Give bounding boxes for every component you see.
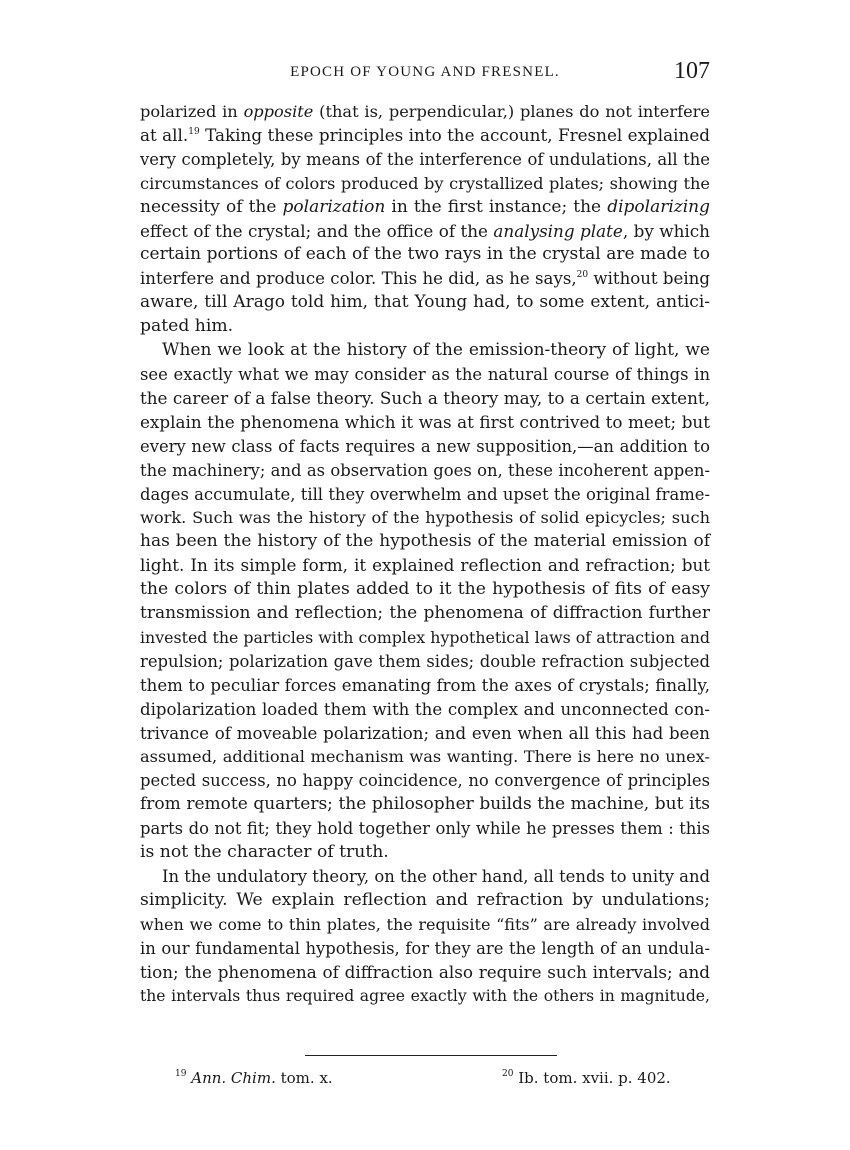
text-line: trivance of moveable polarization; and even when all this had been bbox=[140, 723, 710, 743]
text-line: repulsion; polarization gave them sides; double refraction subjected bbox=[140, 651, 710, 671]
text-line: see exactly what we may consider as the natural course of things in bbox=[140, 364, 710, 384]
text-line: pected success, no happy coincidence, no convergence of principles bbox=[140, 771, 710, 791]
footnote-ref: 20 bbox=[576, 270, 589, 281]
text-line: In the undulatory theory, on the other hand, all tends to unity and bbox=[162, 867, 710, 886]
text-line: from remote quarters; the philosopher builds the machine, but its bbox=[140, 794, 710, 815]
footnote-rule bbox=[305, 1055, 557, 1056]
text-line: the intervals thus required agree exactly with the others in magnitude, bbox=[140, 986, 710, 1005]
footnote-20-marker: 20 bbox=[502, 1069, 514, 1079]
text-line: tion; the phenomena of diffraction also require such intervals; and bbox=[140, 961, 710, 982]
text-line: the machinery; and as observation goes on, these incoherent appen- bbox=[140, 460, 710, 480]
footnote-19-ref: tom. x. bbox=[275, 1069, 333, 1087]
text-line: pated him. bbox=[140, 316, 234, 337]
text-line: them to peculiar forces emanating from the axes of crystals; finally, bbox=[140, 675, 710, 695]
footnote-20 bbox=[502, 1069, 671, 1087]
text-run: effect of the crystal; and the office of the bbox=[140, 220, 494, 241]
text-line bbox=[140, 124, 710, 148]
footnote-ref: 19 bbox=[188, 126, 200, 137]
footnote-19-source: Ann. Chim. bbox=[191, 1069, 276, 1087]
text-line: light. In its simple form, it explained reflection and refraction; but bbox=[140, 555, 710, 576]
text-run: necessity of the bbox=[140, 196, 283, 217]
text-line: circumstances of colors produced by crystallized plates; showing the bbox=[140, 173, 710, 193]
text-line bbox=[140, 267, 710, 291]
text-line: work. Such was the history of the hypothesis of solid epicycles; such bbox=[140, 508, 710, 528]
text-run: in the first instance; the bbox=[385, 196, 608, 217]
text-line: When we look at the history of the emission-theory of light, we bbox=[162, 340, 710, 361]
text-line: invested the particles with complex hypothetical laws of attraction and bbox=[140, 627, 710, 647]
text-line: certain portions of each of the two rays in the crystal are made to bbox=[140, 244, 710, 265]
text-line bbox=[140, 220, 710, 244]
text-line: aware, till Arago told him, that Young had, to some extent, antici- bbox=[140, 292, 710, 313]
text-line: very completely, by means of the interference of undulations, all the bbox=[140, 149, 710, 169]
footnote-20-text: Ib. tom. xvii. p. 402. bbox=[513, 1069, 671, 1087]
text-run: at all. bbox=[140, 124, 189, 145]
text-line: explain the phenomena which it was at first contrived to meet; but bbox=[140, 411, 710, 432]
text-run: (that is, perpendicular,) planes do not interfere bbox=[313, 102, 711, 121]
text-run: Taking these principles into the account, Fresnel explained bbox=[199, 124, 711, 145]
text-line: transmission and reflection; the phenomena of diffraction further bbox=[140, 603, 710, 624]
text-line bbox=[140, 100, 710, 124]
text-line: dipolarization loaded them with the complex and unconnected con- bbox=[140, 699, 710, 719]
text-line: parts do not fit; they hold together only while he presses them : this bbox=[140, 819, 710, 839]
italic-term: analysing plate bbox=[493, 220, 623, 241]
footnote-19 bbox=[175, 1069, 333, 1087]
running-head bbox=[140, 58, 710, 88]
text-line: assumed, additional mechanism was wanting. There is here no unex- bbox=[140, 747, 710, 767]
text-line: dages accumulate, till they overwhelm and upset the original frame- bbox=[140, 484, 710, 504]
italic-term: polarization bbox=[282, 196, 386, 217]
text-line: has been the history of the hypothesis of the material emission of bbox=[140, 531, 710, 552]
text-run: , by which bbox=[622, 220, 710, 241]
text-run: interfere and produce color. This he did, as he says, bbox=[140, 269, 577, 289]
italic-term: dipolarizing bbox=[607, 196, 710, 217]
text-line: in our fundamental hypothesis, for they are the length of an undula- bbox=[140, 938, 710, 958]
text-line bbox=[140, 196, 710, 220]
text-line: the career of a false theory. Such a theory may, to a certain extent, bbox=[140, 387, 710, 408]
text-run: without being bbox=[588, 269, 710, 289]
text-line: every new class of facts requires a new supposition,—an addition to bbox=[140, 436, 710, 456]
body-text bbox=[140, 100, 710, 1008]
text-line: when we come to thin plates, the requisite “fits” are already involved bbox=[140, 914, 710, 934]
page-number: 107 bbox=[674, 58, 710, 84]
text-run: polarized in bbox=[140, 102, 244, 121]
text-line: is not the character of truth. bbox=[140, 842, 389, 863]
italic-term: opposite bbox=[243, 102, 314, 121]
footnote-19-marker: 19 bbox=[175, 1069, 187, 1079]
running-title: EPOCH OF YOUNG AND FRESNEL. bbox=[290, 64, 560, 80]
text-line: simplicity. We explain reflection and refraction by undulations; bbox=[140, 889, 710, 910]
text-line: the colors of thin plates added to it the hypothesis of fits of easy bbox=[140, 579, 710, 600]
